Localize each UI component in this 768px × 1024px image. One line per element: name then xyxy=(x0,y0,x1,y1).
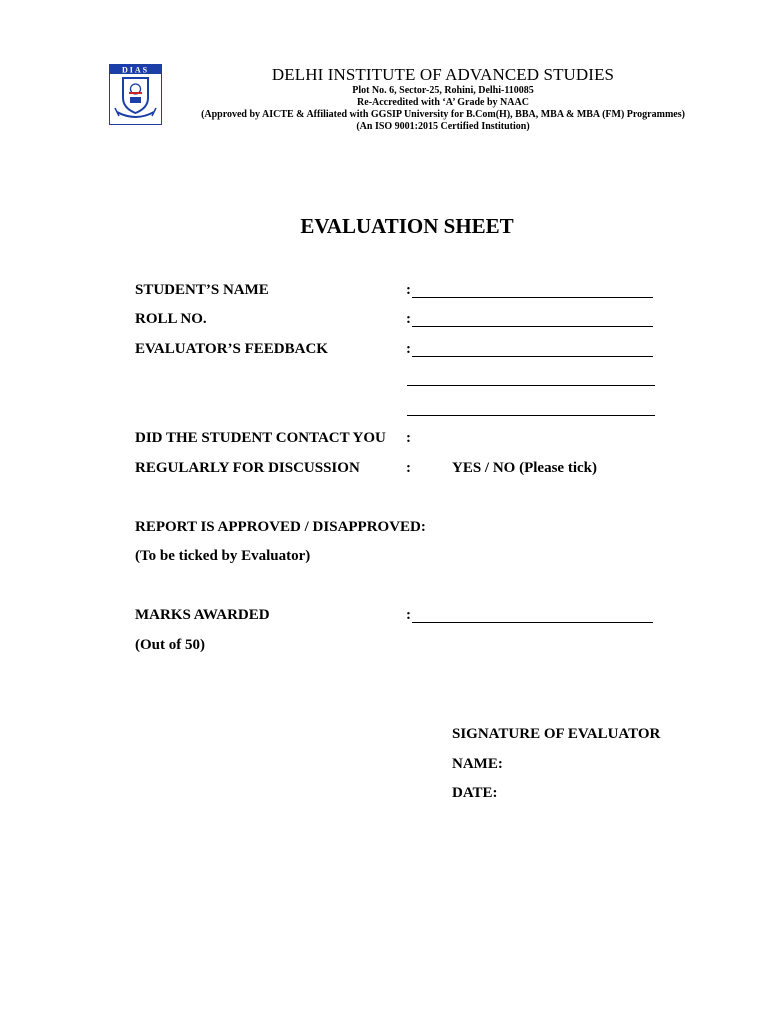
marks-note: (Out of 50) xyxy=(135,637,205,653)
contact-colon-2: : xyxy=(406,460,411,476)
approval-line: (Approved by AICTE & Affiliated with GGSIP University for B.Com(H), BBA, MBA & MBA (FM) Programmes) xyxy=(201,109,685,120)
student-name-field[interactable] xyxy=(412,297,653,298)
feedback-label: EVALUATOR’S FEEDBACK xyxy=(135,341,328,357)
marks-colon: : xyxy=(406,607,411,623)
evaluator-name-label: NAME: xyxy=(452,756,503,772)
student-name-label: STUDENT’S NAME xyxy=(135,282,269,298)
feedback-field-line-3[interactable] xyxy=(407,415,655,416)
contact-question-line-2: REGULARLY FOR DISCUSSION xyxy=(135,460,360,476)
page-title: EVALUATION SHEET xyxy=(300,214,514,238)
institute-logo xyxy=(109,64,162,125)
roll-no-field[interactable] xyxy=(412,326,653,327)
marks-awarded-label: MARKS AWARDED xyxy=(135,607,270,623)
contact-answer-options[interactable]: YES / NO (Please tick) xyxy=(452,460,597,476)
logo-text: DIAS xyxy=(121,65,150,75)
evaluation-date-label: DATE: xyxy=(452,785,498,801)
institute-name: DELHI INSTITUTE OF ADVANCED STUDIES xyxy=(271,65,615,84)
report-status-note: (To be ticked by Evaluator) xyxy=(135,548,311,564)
feedback-field[interactable] xyxy=(412,356,653,357)
contact-colon-1: : xyxy=(406,430,411,446)
marks-awarded-field[interactable] xyxy=(412,622,653,623)
student-name-colon: : xyxy=(406,282,411,298)
roll-no-label: ROLL NO. xyxy=(135,311,207,327)
accreditation-line: Re-Accredited with ‘A’ Grade by NAAC xyxy=(357,97,529,108)
roll-no-colon: : xyxy=(406,311,411,327)
feedback-field-line-2[interactable] xyxy=(407,385,655,386)
report-status-label: REPORT IS APPROVED / DISAPPROVED: xyxy=(135,519,426,535)
iso-line: (An ISO 9001:2015 Certified Institution) xyxy=(356,121,530,132)
signature-label: SIGNATURE OF EVALUATOR xyxy=(452,726,661,742)
contact-question-line-1: DID THE STUDENT CONTACT YOU xyxy=(135,430,386,446)
institute-address: Plot No. 6, Sector-25, Rohini, Delhi-110085 xyxy=(352,85,534,96)
feedback-colon: : xyxy=(406,341,411,357)
